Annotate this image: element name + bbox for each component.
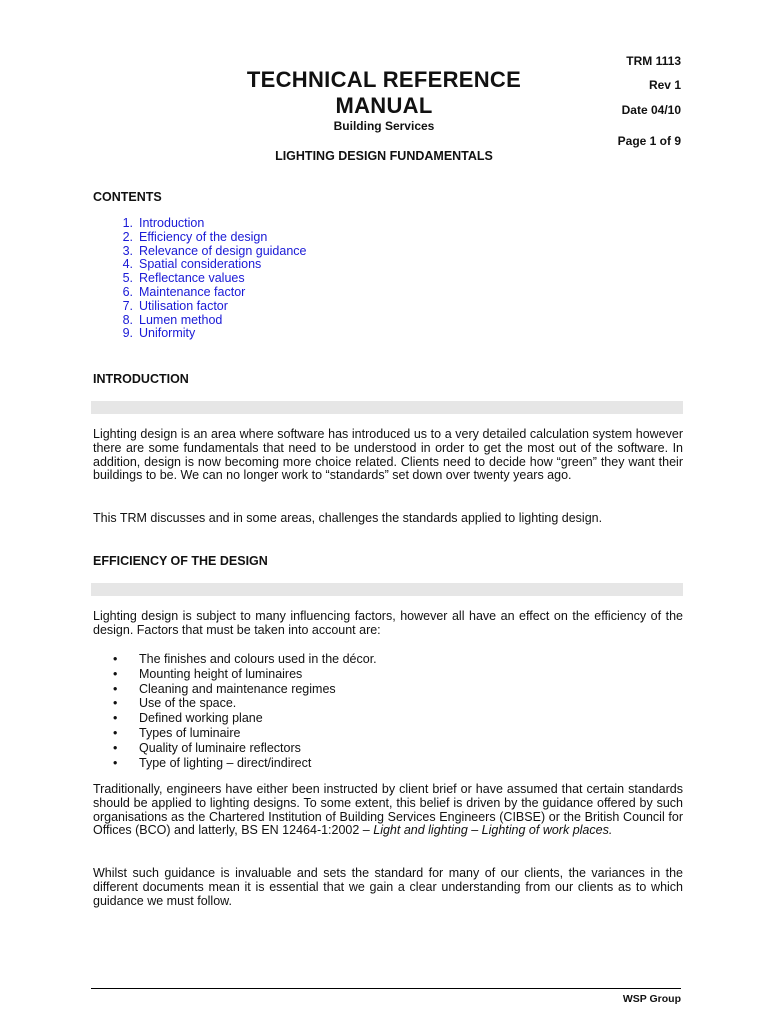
section-divider-bar xyxy=(91,583,683,596)
manual-title-line1: TECHNICAL REFERENCE xyxy=(246,67,522,92)
efficiency-paragraph-2: Traditionally, engineers have either been instructed by client brief or have assumed that certain standards should be applied to lighting designs. To some extent, this belief is driven by the guidance offered by such organisations as the Chartered Institution of Building Services Engineers (CIBSE) or the British Council for Offices (BCO) and latterly, BS EN 12464-1:2002 – Light and lighting – Lighting of work places. xyxy=(93,782,683,838)
list-item: • Quality of luminaire reflectors xyxy=(113,740,301,755)
contents-list xyxy=(112,217,306,341)
revision: Rev 1 xyxy=(648,78,681,92)
contents-item[interactable]: 6. Maintenance factor xyxy=(122,284,246,299)
trm-number: TRM 1113 xyxy=(626,54,681,68)
contents-item[interactable]: 2. Efficiency of the design xyxy=(122,229,268,244)
footer-rule xyxy=(91,988,681,989)
contents-item[interactable]: 7. Utilisation factor xyxy=(122,298,228,313)
list-item: • Cleaning and maintenance regimes xyxy=(113,681,336,696)
list-item: • Defined working plane xyxy=(113,711,263,726)
list-item: • Use of the space. xyxy=(113,696,237,711)
introduction-paragraph-2: This TRM discusses and in some areas, challenges the standards applied to lighting design. xyxy=(93,511,603,525)
contents-item[interactable]: 3. Relevance of design guidance xyxy=(122,243,307,258)
introduction-paragraph-1: Lighting design is an area where software has introduced us to a very detailed calculation system however there are some fundamentals that need to be understood in order to get the most out of the software. In addition, design is now becoming more choice related. Clients need to decide how “green” they want their buildings to be. We can no longer work to “standards” set down over twenty years ago. xyxy=(93,427,683,483)
section-divider-bar xyxy=(91,401,683,414)
manual-title-line2: MANUAL xyxy=(335,93,433,118)
page-number: Page 1 of 9 xyxy=(617,134,681,148)
list-item: • Mounting height of luminaires xyxy=(113,666,303,681)
list-item: • Types of luminaire xyxy=(113,725,241,740)
footer-company: WSP Group xyxy=(622,993,681,1005)
list-item: • The finishes and colours used in the décor. xyxy=(113,652,377,666)
contents-item[interactable]: 1. Introduction xyxy=(122,216,205,230)
contents-item[interactable]: 9. Uniformity xyxy=(122,326,196,341)
efficiency-paragraph-3: Whilst such guidance is invaluable and sets the standard for many of our clients, the variances in the different documents mean it is essential that we gain a clear understanding from our clients as to which guidance we must follow. xyxy=(93,866,683,908)
contents-item[interactable]: 8. Lumen method xyxy=(122,312,223,327)
efficiency-heading: EFFICIENCY OF THE DESIGN xyxy=(93,554,268,568)
date: Date 04/10 xyxy=(621,103,681,117)
document-title: LIGHTING DESIGN FUNDAMENTALS xyxy=(275,149,493,163)
contents-item[interactable]: 5. Reflectance values xyxy=(122,271,245,286)
list-item: • Type of lighting – direct/indirect xyxy=(113,755,312,770)
contents-item[interactable]: 4. Spatial considerations xyxy=(122,257,262,272)
standard-title: Light and lighting – Lighting of work places. xyxy=(373,823,613,838)
subtitle: Building Services xyxy=(333,119,435,133)
introduction-heading: INTRODUCTION xyxy=(93,372,189,386)
efficiency-paragraph-1: Lighting design is subject to many influencing factors, however all have an effect on the efficiency of the design. Factors that must be taken into account are: xyxy=(93,609,683,637)
contents-heading: CONTENTS xyxy=(93,190,162,204)
factors-list xyxy=(113,652,377,770)
